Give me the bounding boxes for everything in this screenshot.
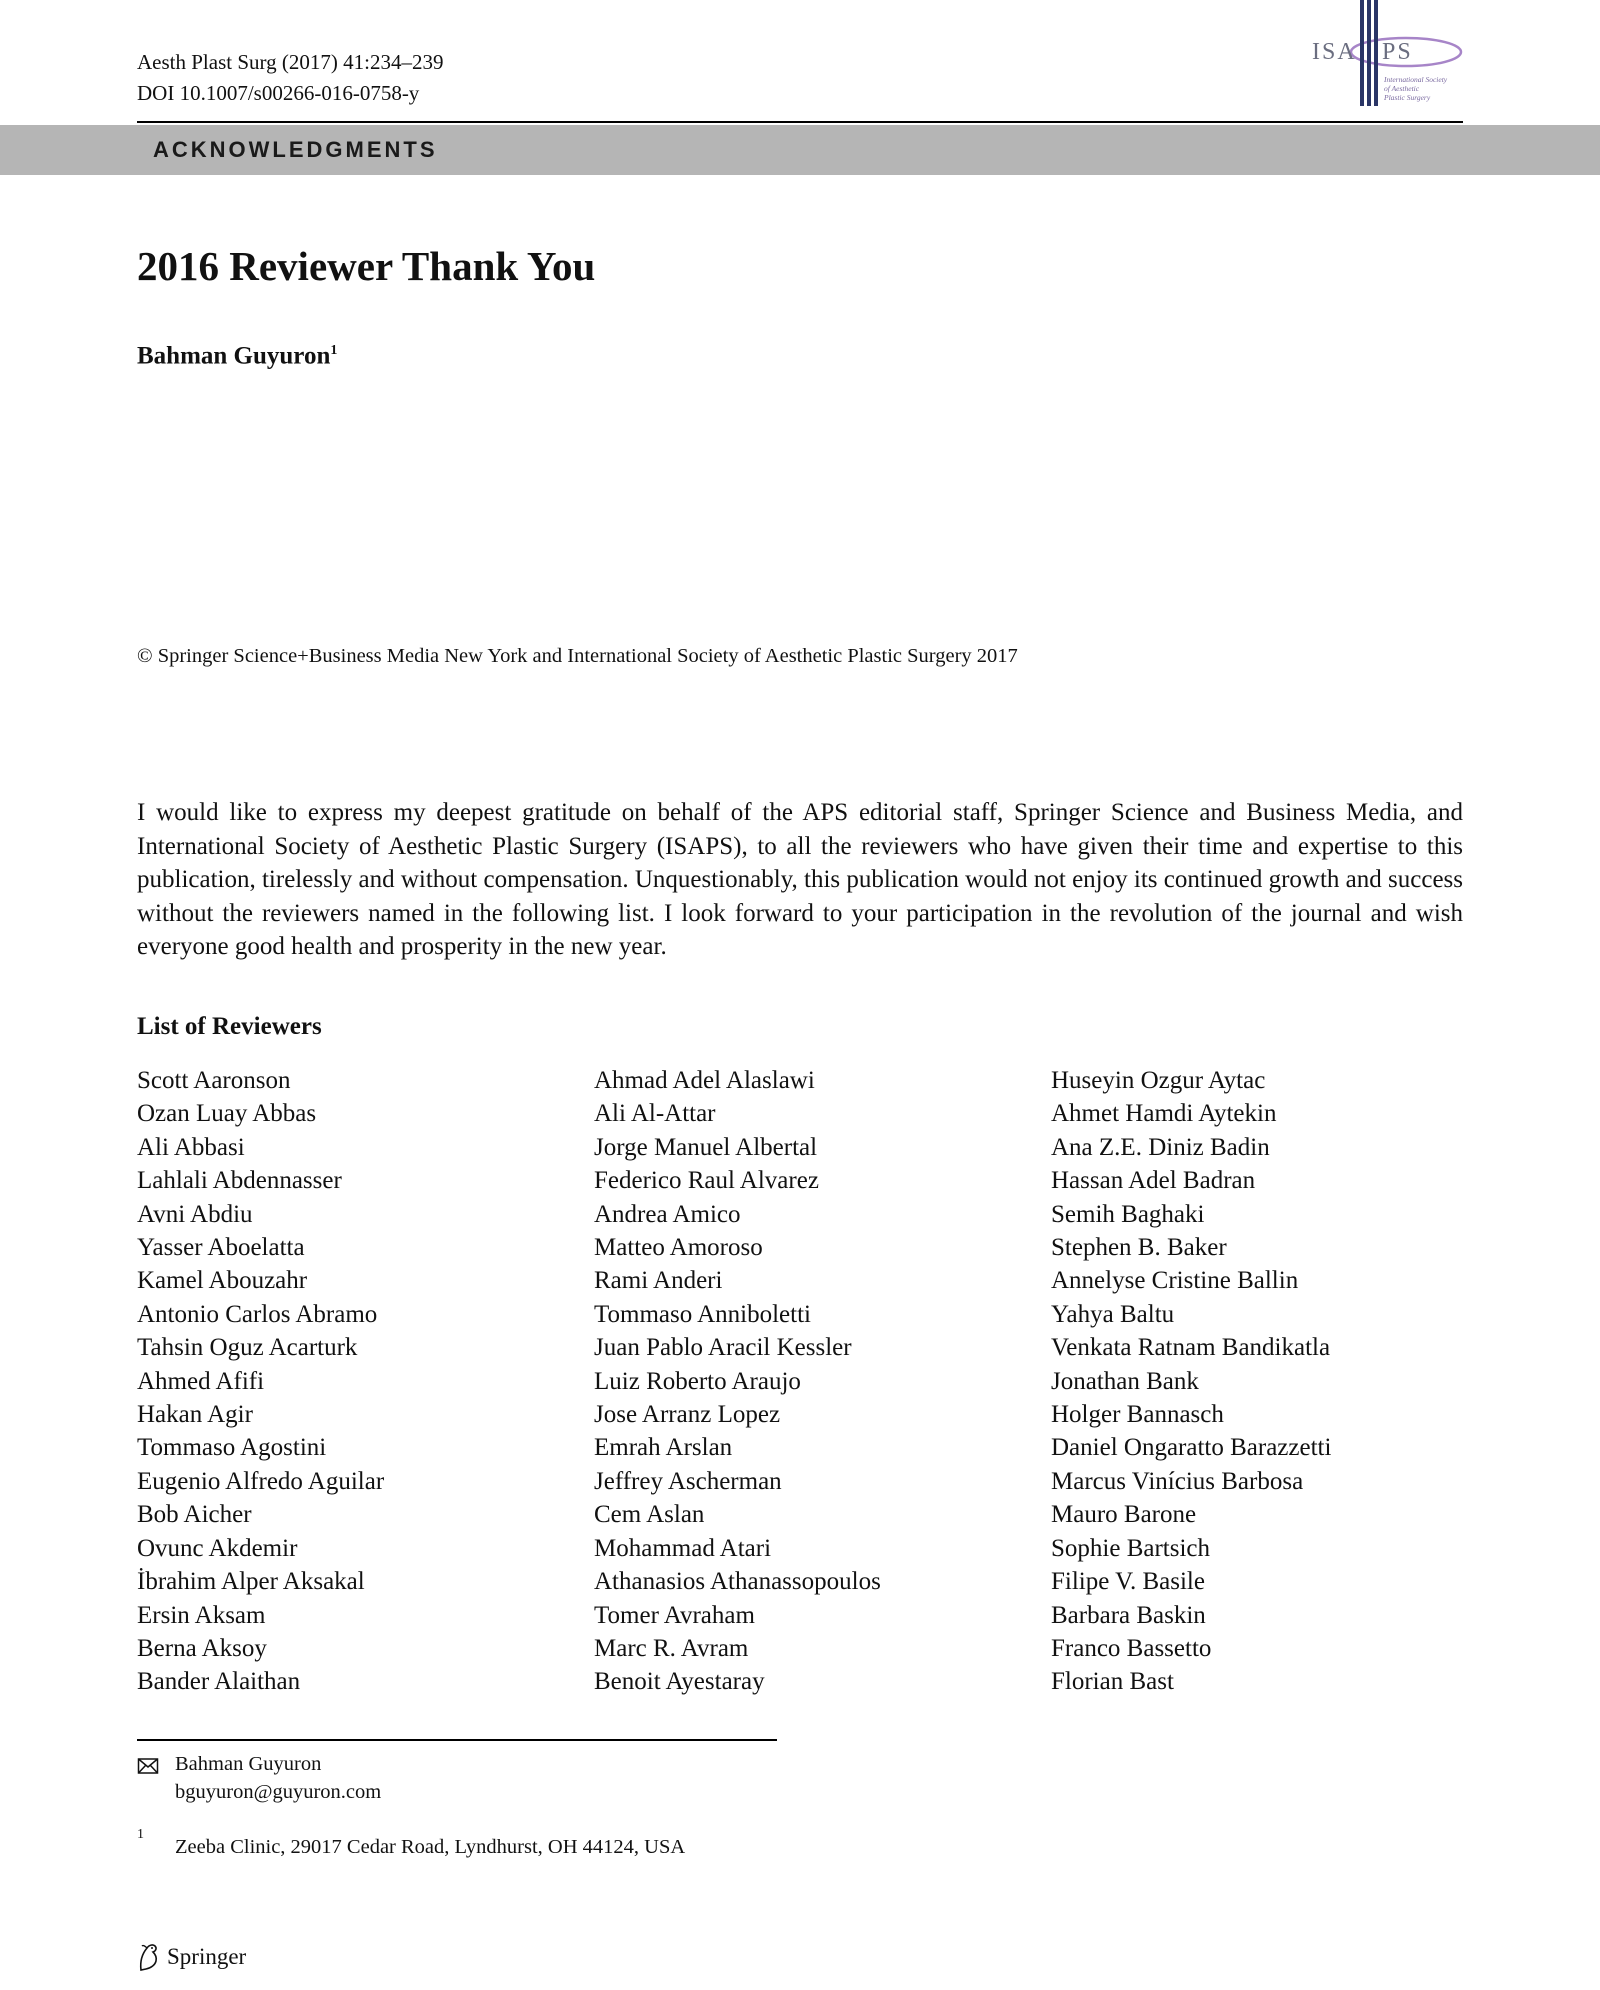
svg-text:ISA: ISA	[1312, 39, 1357, 65]
reviewer-name: Mohammad Atari	[594, 1534, 772, 1562]
reviewer-name: Hakan Agir	[137, 1401, 253, 1429]
reviewer-name: Jeffrey Ascherman	[594, 1467, 782, 1495]
reviewer-name: Emrah Arslan	[594, 1434, 733, 1462]
reviewer-name: Sophie Bartsich	[1051, 1534, 1211, 1562]
reviewer-name: Ahmed Afifi	[137, 1367, 265, 1395]
reviewer-name: Yahya Baltu	[1051, 1300, 1175, 1328]
author-line	[137, 335, 337, 372]
reviewer-name: Scott Aaronson	[137, 1067, 291, 1094]
reviewer-name: Barbara Baskin	[1051, 1601, 1206, 1629]
reviewer-name: İbrahim Alper Aksakal	[137, 1568, 365, 1596]
reviewer-name: Luiz Roberto Araujo	[594, 1367, 801, 1395]
affiliation-mark: 1	[137, 1827, 144, 1842]
author-name: Bahman Guyuron	[137, 342, 331, 370]
correspondence-email[interactable]: bguyuron@guyuron.com	[175, 1781, 382, 1803]
reviewer-name: Eugenio Alfredo Aguilar	[137, 1467, 385, 1495]
header-rule	[137, 121, 1463, 123]
reviewer-name: Yasser Aboelatta	[137, 1234, 305, 1262]
reviewer-name: Tommaso Agostini	[137, 1434, 327, 1462]
reviewer-name: Tomer Avraham	[594, 1601, 755, 1629]
body-paragraph: I would like to express my deepest gratitude on behalf of the APS editorial staff, Springer Science and Business Media, and International Society of Aesthetic Plastic Surgery (ISAPS), to all the reviewers who have given their time and expertise to this publication, tirelessly and without compensation. Unquestionably, this publication would not enjoy its continued growth and success without the reviewers named in the following list. I look forward to your participation in the revolution of the journal and wish everyone good health and prosperity in the new year.	[137, 799, 1463, 960]
svg-text:of Aesthetic: of Aesthetic	[1384, 84, 1420, 93]
reviewer-name: Daniel Ongaratto Barazzetti	[1051, 1434, 1332, 1462]
reviewer-name: Federico Raul Alvarez	[594, 1167, 819, 1195]
reviewer-name: Bob Aicher	[137, 1501, 252, 1529]
affiliation-text: Zeeba Clinic, 29017 Cedar Road, Lyndhurst, OH 44124, USA	[175, 1836, 686, 1858]
reviewer-column-1	[137, 1064, 384, 1699]
reviewer-name: Jose Arranz Lopez	[594, 1401, 781, 1429]
reviewer-name: Stephen B. Baker	[1051, 1234, 1227, 1262]
reviewer-name: Rami Anderi	[594, 1267, 723, 1295]
reviewer-name: Athanasios Athanassopoulos	[594, 1568, 881, 1596]
reviewer-name: Ersin Aksam	[137, 1601, 266, 1629]
reviewer-name: Jonathan Bank	[1051, 1367, 1199, 1395]
reviewer-name: Ahmet Hamdi Aytekin	[1051, 1100, 1277, 1128]
reviewer-name: Antonio Carlos Abramo	[137, 1300, 378, 1328]
correspondence-name: Bahman Guyuron	[175, 1753, 322, 1775]
reviewer-name: Andrea Amico	[594, 1200, 741, 1228]
reviewer-name: Tommaso Anniboletti	[594, 1300, 811, 1328]
reviewer-name: Ovunc Akdemir	[137, 1534, 298, 1562]
reviewer-name: Benoit Ayestaray	[594, 1668, 765, 1696]
reviewer-name: Marc R. Avram	[594, 1634, 749, 1662]
section-label: ACKNOWLEDGMENTS	[153, 137, 438, 162]
reviewer-name: Matteo Amoroso	[594, 1234, 763, 1262]
footnote-rule	[137, 1739, 777, 1741]
reviewer-name: Tahsin Oguz Acarturk	[137, 1334, 358, 1362]
reviewer-name: Franco Bassetto	[1051, 1634, 1212, 1662]
reviewer-name: Florian Bast	[1051, 1668, 1174, 1696]
reviewer-column-3	[1051, 1064, 1331, 1699]
reviewer-name: Jorge Manuel Albertal	[594, 1133, 818, 1161]
svg-text:PS: PS	[1382, 39, 1413, 65]
doi: DOI 10.1007/s00266-016-0758-y	[137, 81, 420, 105]
reviewer-name: Ozan Luay Abbas	[137, 1100, 317, 1128]
reviewer-name: Holger Bannasch	[1051, 1401, 1224, 1429]
svg-text:International Society: International Society	[1384, 75, 1448, 84]
reviewer-name: Huseyin Ozgur Aytac	[1051, 1067, 1266, 1094]
reviewer-name: Bander Alaithan	[137, 1668, 301, 1696]
reviewer-name: Ali Al-Attar	[594, 1100, 716, 1128]
journal-citation: Aesth Plast Surg (2017) 41:234–239	[137, 50, 444, 74]
reviewer-name: Annelyse Cristine Ballin	[1051, 1267, 1299, 1295]
reviewer-name: Ahmad Adel Alaslawi	[594, 1067, 815, 1094]
reviewer-name: Hassan Adel Badran	[1051, 1167, 1256, 1195]
copyright-line: © Springer Science+Business Media New York and International Society of Aesthetic Plastic Surgery 2017	[137, 645, 1018, 667]
reviewer-name: Berna Aksoy	[137, 1634, 267, 1662]
reviewer-name: Cem Aslan	[594, 1501, 705, 1529]
svg-text:Plastic Surgery: Plastic Surgery	[1384, 93, 1431, 102]
reviewer-name: Marcus Vinícius Barbosa	[1051, 1467, 1304, 1495]
reviewer-name: Mauro Barone	[1051, 1501, 1197, 1529]
reviewer-name: Ali Abbasi	[137, 1133, 245, 1161]
reviewer-name: Filipe V. Basile	[1051, 1568, 1205, 1596]
author-affil-mark: 1	[330, 343, 338, 358]
publisher-name: Springer	[167, 1944, 247, 1969]
reviewer-name: Avni Abdiu	[137, 1200, 253, 1228]
envelope-icon	[137, 1755, 159, 1777]
reviewer-name: Lahlali Abdennasser	[137, 1167, 342, 1195]
reviewer-name: Semih Baghaki	[1051, 1200, 1205, 1228]
isaps-logo	[1308, 0, 1468, 112]
springer-horse-icon	[137, 1942, 161, 1972]
article-title: 2016 Reviewer Thank You	[137, 243, 596, 289]
reviewer-name: Venkata Ratnam Bandikatla	[1051, 1334, 1331, 1362]
reviewer-name: Ana Z.E. Diniz Badin	[1051, 1133, 1270, 1161]
reviewer-name: Kamel Abouzahr	[137, 1267, 308, 1295]
reviewer-list-heading: List of Reviewers	[137, 1013, 322, 1040]
reviewer-column-2	[594, 1064, 881, 1699]
reviewer-name: Juan Pablo Aracil Kessler	[594, 1334, 852, 1362]
